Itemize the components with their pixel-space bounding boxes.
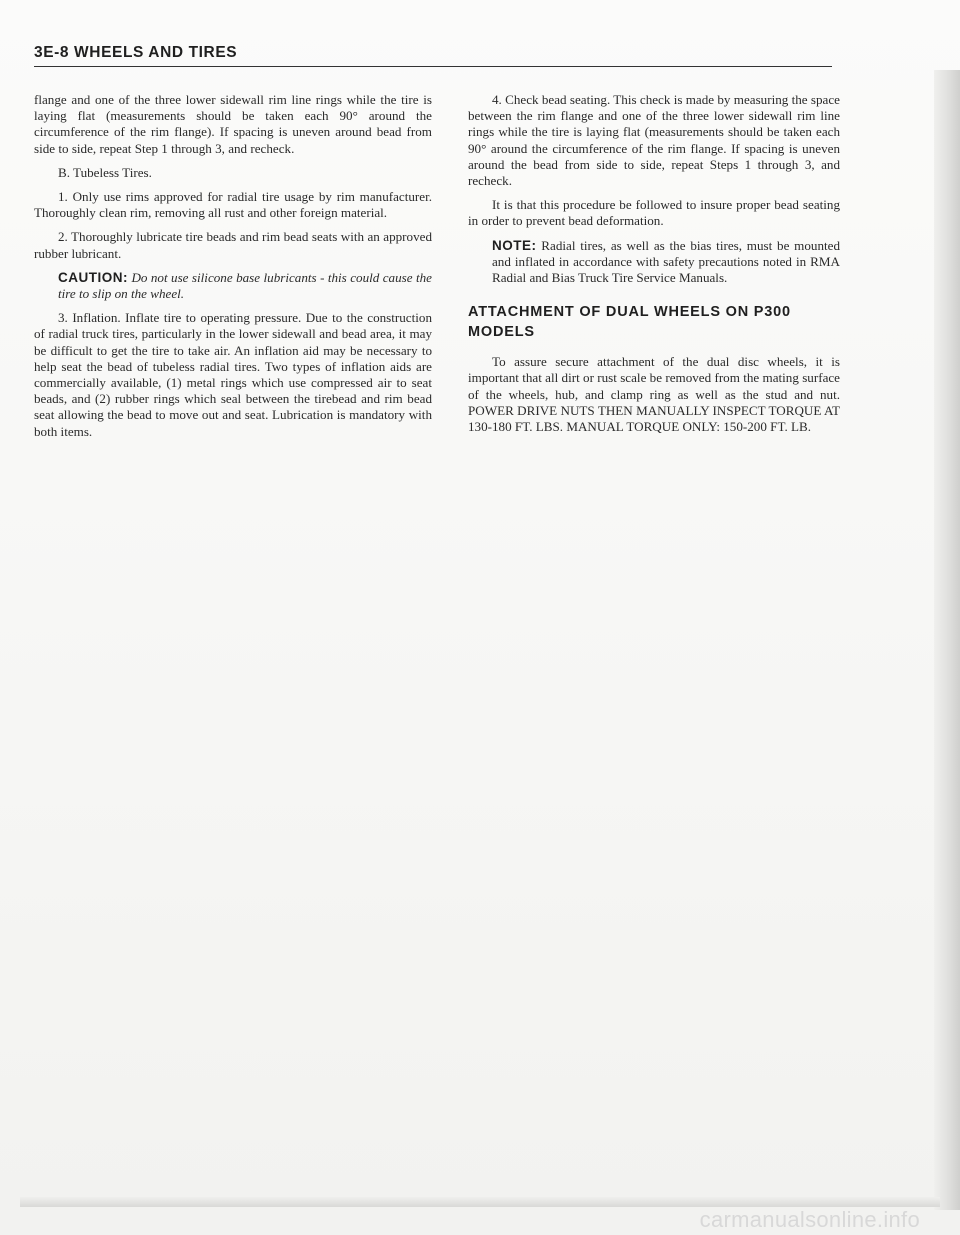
paragraph: It is that this procedure be followed to insure proper bead seating in order to prevent bead deformation. xyxy=(468,197,840,229)
caution-text: Do not use silicone base lubricants - this could cause the tire to slip on the wheel. xyxy=(58,269,432,302)
step-1: 1. Only use rims approved for radial tire usage by rim manufacturer. Thoroughly clean rim, removing all rust and other foreign material. xyxy=(34,189,432,221)
right-column xyxy=(468,92,840,443)
note-block xyxy=(492,238,840,287)
scan-edge-shadow xyxy=(934,70,960,1210)
note-label: NOTE: xyxy=(492,237,537,253)
caution-label: CAUTION: xyxy=(58,269,128,285)
paragraph: flange and one of the three lower sidewall rim line rings while the tire is laying flat (measurements should be taken each 90° around the circumference of the rim flange). If spacing is uneven around bead from side to side, repeat Step 1 through 3, and recheck. xyxy=(34,92,432,156)
section-heading: ATTACHMENT OF DUAL WHEELS ON P300 MODELS xyxy=(468,304,791,341)
step-2: 2. Thoroughly lubricate tire beads and rim bead seats with an approved rubber lubricant. xyxy=(34,229,432,261)
subsection-label: B. Tubeless Tires. xyxy=(58,164,152,180)
watermark: carmanualsonline.info xyxy=(699,1207,920,1232)
header-rule xyxy=(34,66,832,67)
page-title: 3E-8 WHEELS AND TIRES xyxy=(34,44,238,61)
page-header xyxy=(34,44,832,67)
paragraph: To assure secure attachment of the dual disc wheels, it is important that all dirt or rust scale be removed from the mating surface of the wheels, hub, and clamp ring as well as the stud and nut. POWER DRIVE NUTS THEN MANUALLY INSPECT TORQUE AT 130-180 FT. LBS. MANUAL TORQUE ONLY: 150-200 FT. LB. xyxy=(468,354,840,435)
step-4: 4. Check bead seating. This check is made by measuring the space between the rim flange and one of the three lower sidewall rim line rings while the tire is laying flat (measurements should be taken each 90° around the circumference of the rim flange. If spacing is uneven around the bead from side to side, repeat Steps 1 through 3, and recheck. xyxy=(468,92,840,189)
scan-bottom-shadow xyxy=(20,1197,940,1207)
left-column xyxy=(34,92,432,448)
step-3: 3. Inflation. Inflate tire to operating pressure. Due to the construction of radial truck tires, particularly in the lower sidewall and bead area, it may be difficult to get the tire to take air. An inflation aid may be necessary to help seat the bead of tubeless radial tires. Two types of inflation aids are commercially available, (1) metal rings which use compressed air to seat beads, and (2) rubber rings which seal between the tirebead and rim bead seat allowing the bead to move out and seat. Lubrication is mandatory with both items. xyxy=(34,310,432,439)
note-text: Radial tires, as well as the bias tires, must be mounted and inflated in accordance with safety precautions noted in RMA Radial and Bias Truck Tire Service Manuals. xyxy=(492,237,840,286)
caution-block xyxy=(58,270,432,302)
